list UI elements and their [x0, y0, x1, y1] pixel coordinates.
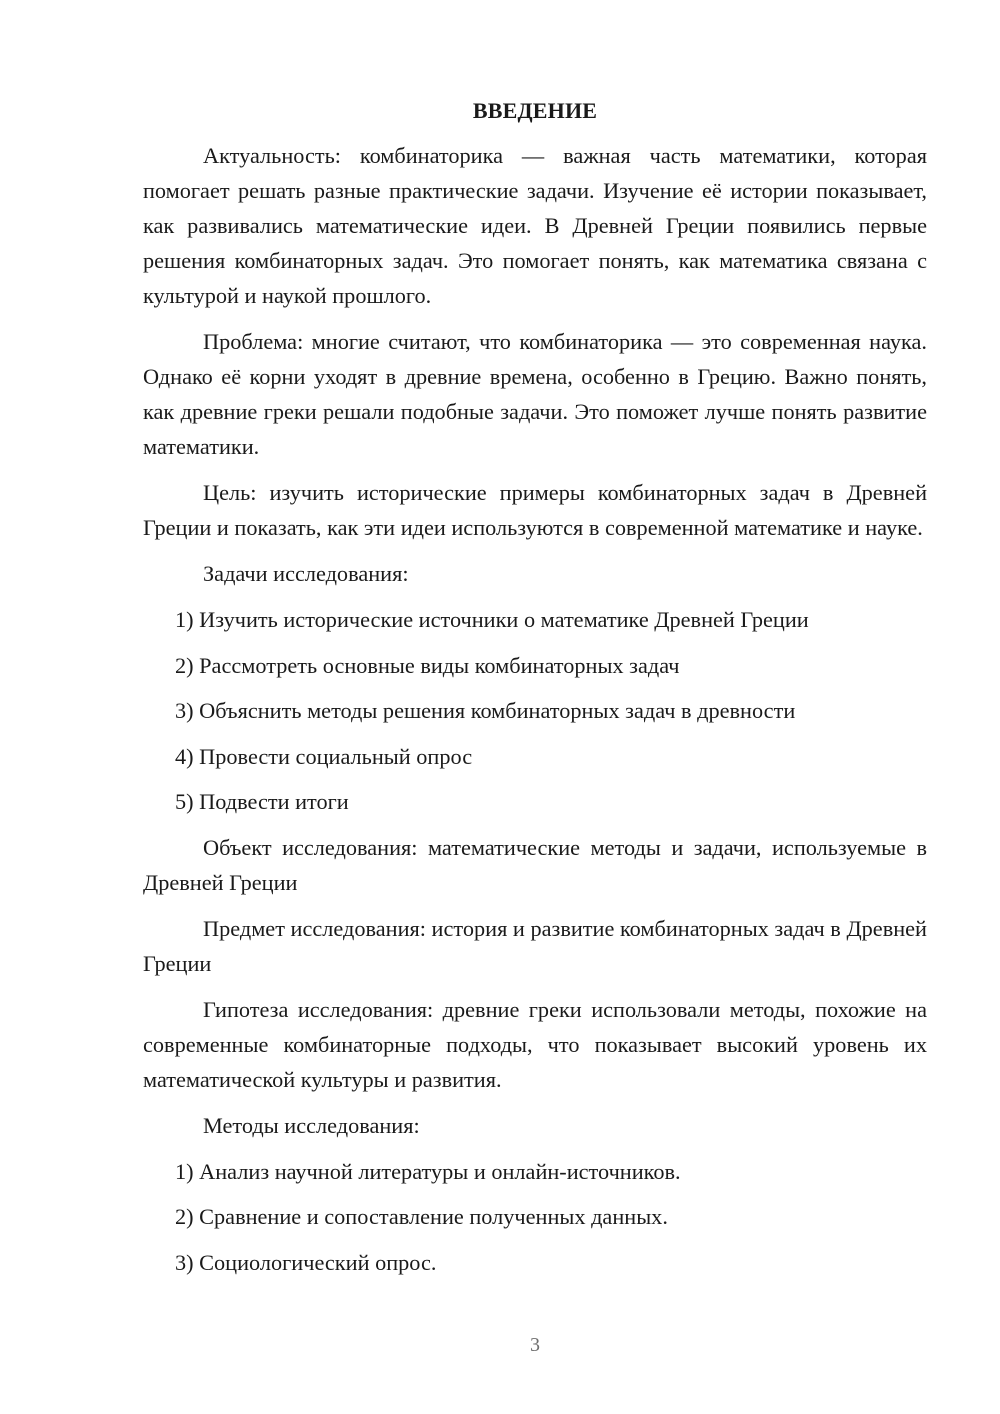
problem-paragraph: Проблема: многие считают, что комбинаторика — это современная наука. Однако её корни уходят в древние времена, особенно в Грецию. Важно понять, как древние греки решали подобные задачи. Это поможет лучше понять развитие математики. — [143, 329, 927, 459]
list-item: 5) Подвести итоги — [175, 789, 349, 814]
tasks-list — [143, 602, 927, 819]
subject-paragraph: Предмет исследования: история и развитие комбинаторных задач в Древней Греции — [143, 915, 927, 976]
list-item: 1) Изучить исторические источники о математике Древней Греции — [175, 607, 809, 632]
list-item: 2) Рассмотреть основные виды комбинаторных задач — [175, 652, 680, 678]
relevance-paragraph: Актуальность: комбинаторика — важная часть математики, которая помогает решать разные практические задачи. Изучение её истории показывает, как развивались математические идеи. В Древней Греции появились первые решения комбинаторных задач. Это помогает понять, как математика связана с культурой и наукой прошлого. — [143, 143, 927, 308]
goal-paragraph: Цель: изучить исторические примеры комбинаторных задач в Древней Греции и показать, как эти идеи используются в современной математике и науке. — [143, 480, 927, 540]
methods-heading: Методы исследования: — [203, 1112, 420, 1138]
page-number: 3 — [530, 1334, 540, 1356]
list-item: 2) Сравнение и сопоставление полученных данных. — [175, 1204, 668, 1229]
list-item: 4) Провести социальный опрос — [175, 743, 473, 769]
list-item: 3) Социологический опрос. — [175, 1249, 437, 1275]
hypothesis-paragraph: Гипотеза исследования: древние греки использовали методы, похожие на современные комбинаторные подходы, что показывает высокий уровень их математической культуры и развития. — [143, 996, 927, 1092]
tasks-heading: Задачи исследования: — [203, 561, 409, 586]
page-content — [143, 96, 927, 1290]
list-item: 3) Объяснить методы решения комбинаторных задач в древности — [175, 698, 796, 723]
object-paragraph: Объект исследования: математические методы и задачи, используемые в Древней Греции — [143, 834, 927, 895]
list-item: 1) Анализ научной литературы и онлайн-источников. — [175, 1158, 681, 1184]
page-title: ВВЕДЕНИЕ — [472, 98, 598, 123]
methods-list — [143, 1154, 927, 1280]
